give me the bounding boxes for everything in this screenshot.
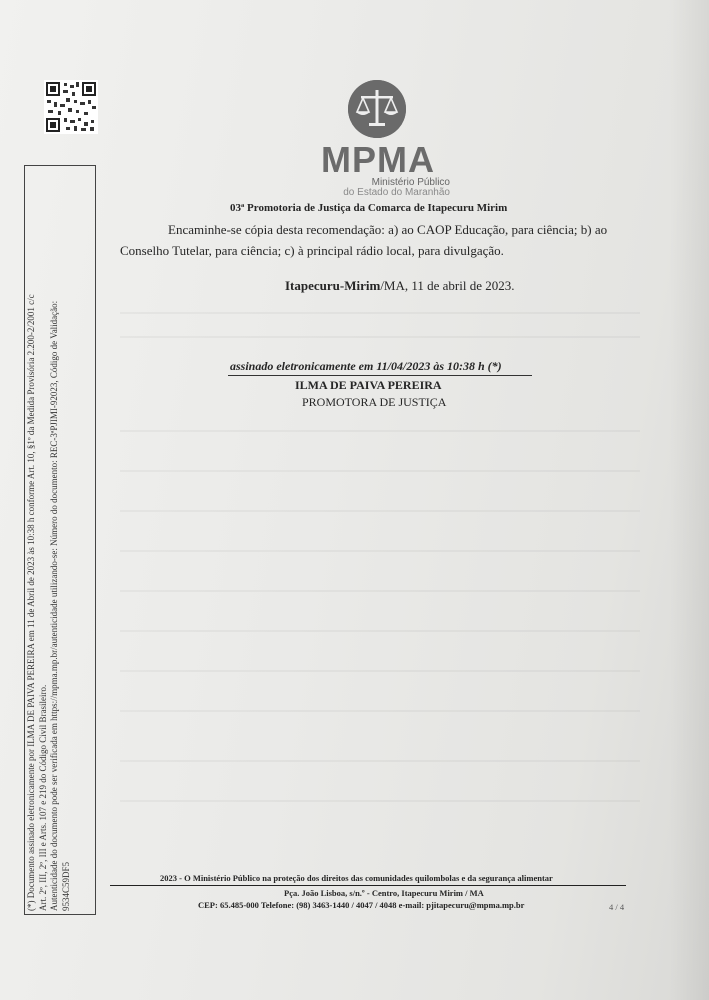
show-through-text [120, 312, 640, 314]
signature-line [228, 375, 532, 376]
signer-role: PROMOTORA DE JUSTIÇA [302, 395, 447, 409]
sidebar-rotated-text [26, 171, 96, 911]
footer-motto: 2023 - O Ministério Público na proteção dos direitos das comunidades quilombolas e da segurança alimentar [160, 873, 553, 883]
sidebar-line-4: 9534C59DF5 [60, 861, 71, 911]
sidebar-line-1: (*) Documento assinado eletronicamente por ILMA DE PAIVA PEREIRA em 11 de Abril de 2023 às 10:38 h conforme Art. 10, §1º da Medida Provisória 2.200-2/2001 c/c [26, 294, 36, 911]
show-through-text [120, 470, 640, 472]
logo-subtitle-2: do Estado do Maranhão [343, 187, 450, 198]
logo-brand: MPMA [321, 139, 435, 180]
date-line [285, 278, 515, 294]
show-through-text [120, 510, 640, 512]
logo-subtitle-1: Ministério Público [371, 177, 450, 188]
show-through-text [120, 710, 640, 712]
footer-contact: CEP: 65.485-000 Telefone: (98) 3463-1440 / 4047 / 4048 e-mail: pjitapecuru@mpma.mp.br [198, 900, 525, 910]
signed-electronically-note: assinado eletronicamente em 11/04/2023 às 10:38 h (*) [230, 359, 502, 373]
show-through-text [120, 590, 640, 592]
show-through-text [120, 336, 640, 338]
show-through-text [120, 630, 640, 632]
electronic-signature-sidebar [24, 165, 96, 915]
signer-name: ILMA DE PAIVA PEREIRA [295, 378, 442, 392]
qr-code [44, 80, 98, 134]
date-rest: /MA, 11 de abril de 2023. [380, 278, 515, 293]
footer-rule [110, 885, 626, 886]
body-line-2: Conselho Tutelar, para ciência; c) à principal rádio local, para divulgação. [120, 243, 504, 258]
date-city: Itapecuru-Mirim [285, 278, 381, 293]
mpma-logo [300, 76, 460, 200]
body-line-1: Encaminhe-se cópia desta recomendação: a) ao CAOP Educação, para ciência; b) ao [168, 222, 608, 237]
show-through-text [120, 800, 640, 802]
justice-scale-icon [348, 80, 406, 138]
page-number: 4 / 4 [609, 902, 625, 912]
office-heading: 03ª Promotoria de Justiça da Comarca de Itapecuru Mirim [230, 202, 508, 214]
sidebar-line-2: Art. 2º, III, 2º, III e Arts. 107 e 219 do Código Civil Brasileiro. [37, 684, 48, 911]
show-through-text [120, 670, 640, 672]
show-through-text [120, 430, 640, 432]
page-fold-shadow [669, 0, 709, 1000]
sidebar-line-3: Autenticidade do documento pode ser verificada em https://mpma.mp.br/autenticidade utilizando-se: Número do documento: REC-3ªPJIMI-92023, Código de Validação: [49, 300, 59, 911]
show-through-text [120, 550, 640, 552]
show-through-text [120, 760, 640, 762]
footer-address: Pça. João Lisboa, s/n.º - Centro, Itapecuru Mirim / MA [284, 888, 484, 898]
